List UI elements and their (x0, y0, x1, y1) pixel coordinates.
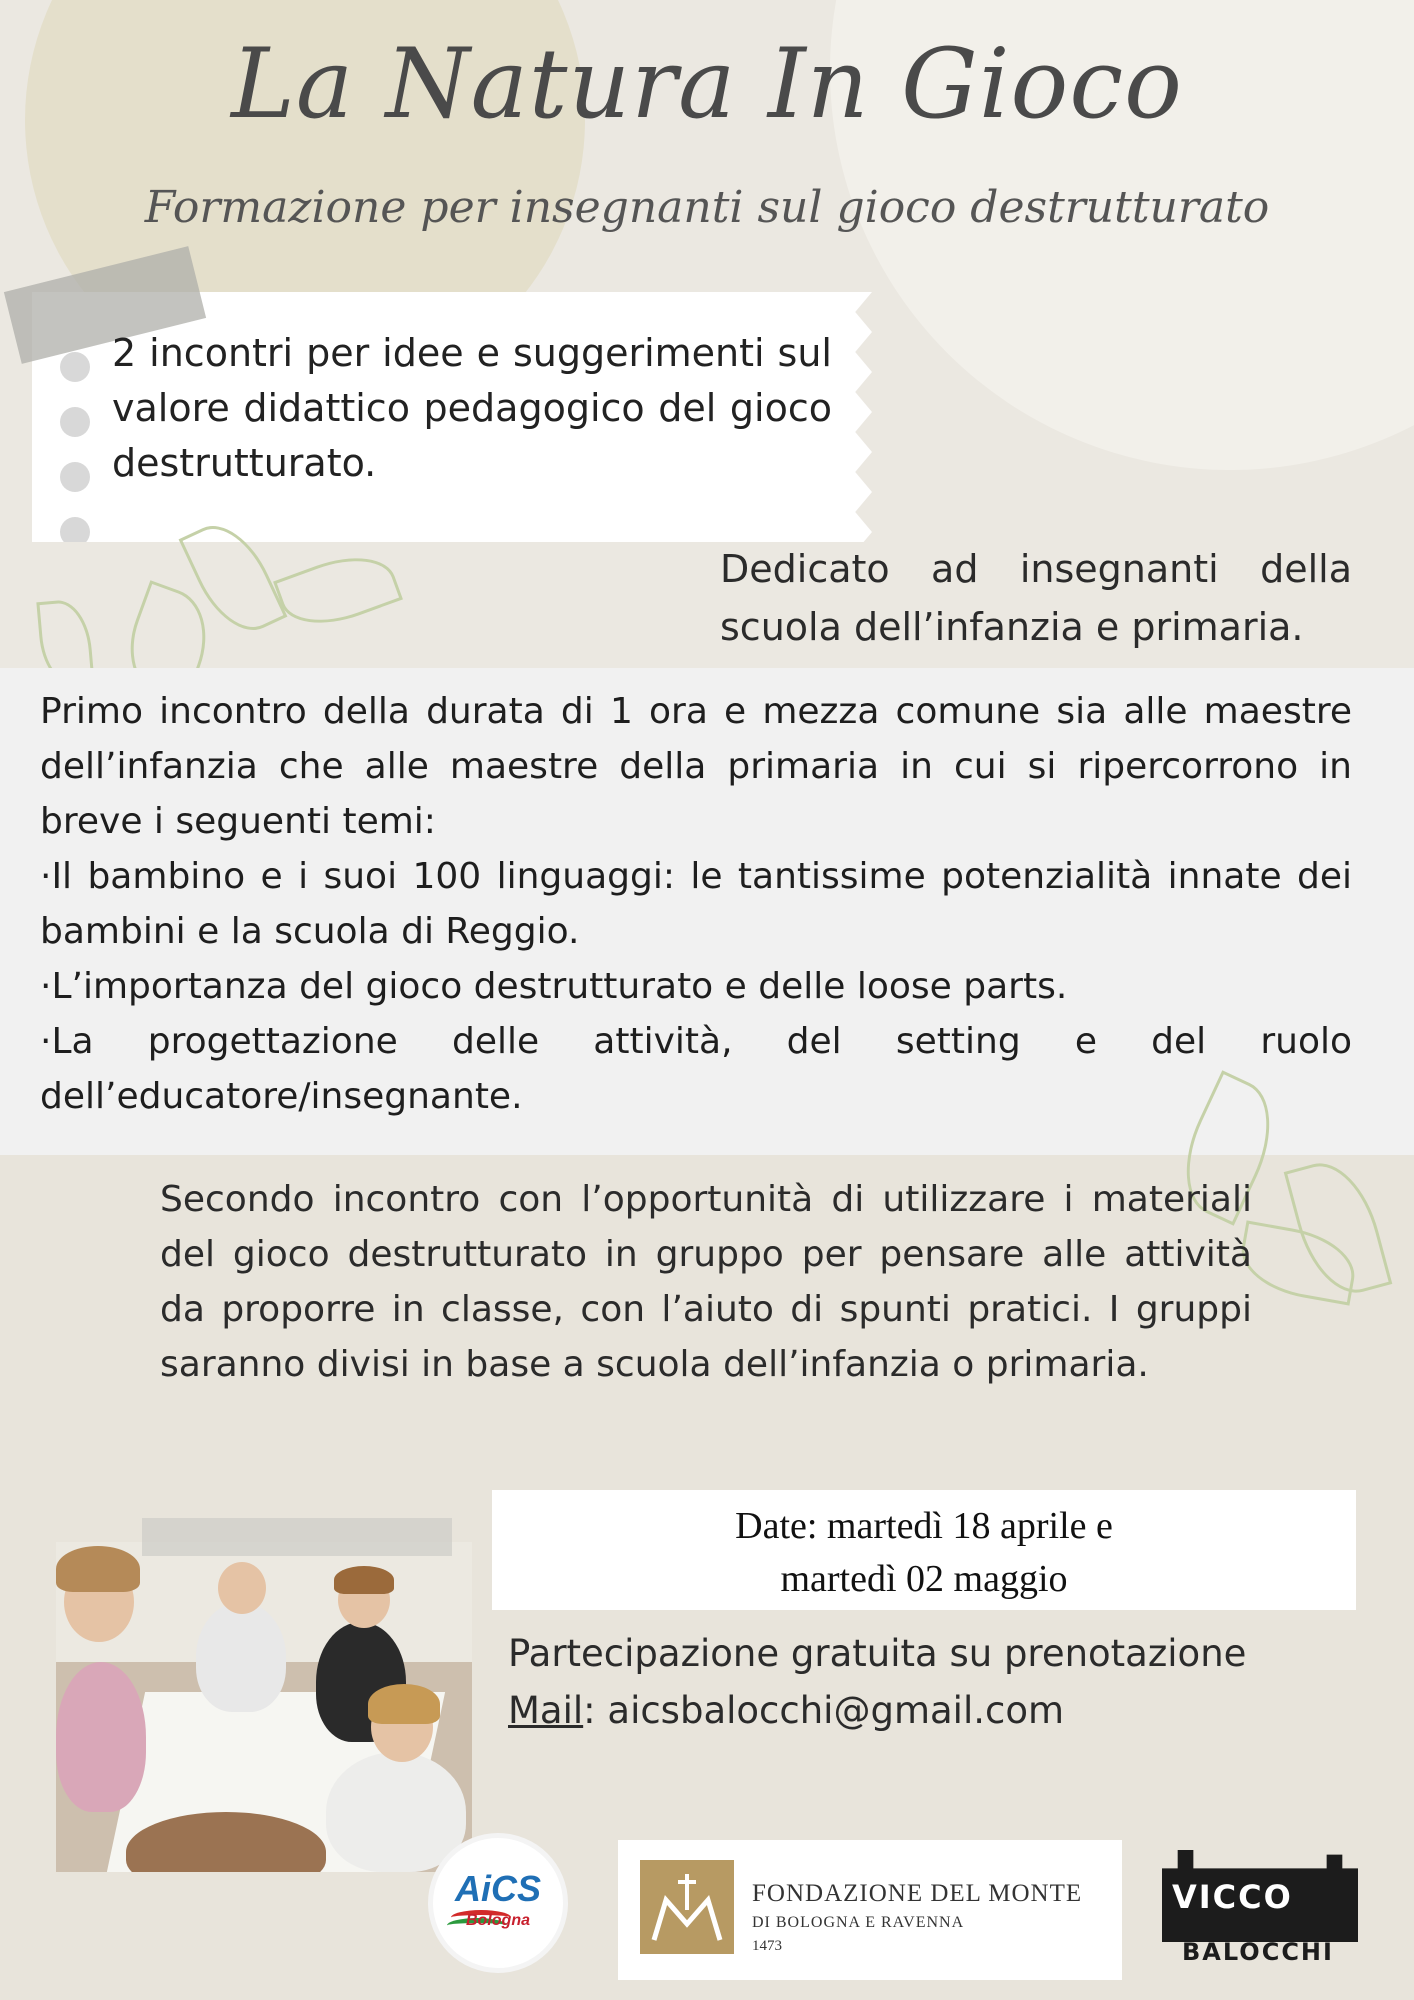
mail-separator: : (583, 1689, 608, 1732)
photo-hair (56, 1546, 140, 1592)
vicco-logo-line1: VICCO (1172, 1878, 1293, 1916)
mail-address[interactable]: aicsbalocchi@gmail.com (607, 1689, 1065, 1732)
first-meeting-intro: Primo incontro della durata di 1 ora e mezza comune sia alle maestre dell’infanzia che alle maestre della primaria in cui si ripercorrono in breve i seguenti temi: (40, 691, 1352, 842)
fondazione-logo (618, 1840, 1122, 1980)
date-line: Date: martedì 18 aprile e (735, 1505, 1113, 1547)
mail-line (508, 1682, 1246, 1739)
participation-text: Partecipazione gratuita su prenotazione (508, 1632, 1247, 1675)
first-meeting-text (40, 684, 1352, 1124)
mail-label: Mail (508, 1689, 584, 1732)
tape-strip (142, 1518, 452, 1556)
aics-logo-city: Bologna (466, 1912, 530, 1929)
contact-info (508, 1625, 1246, 1739)
fondazione-name: FONDAZIONE DEL MONTE (752, 1880, 1083, 1907)
topic-item: ·L’importanza del gioco destrutturato e delle loose parts. (40, 966, 1068, 1007)
page-title: La Natura In Gioco (231, 28, 1183, 140)
fondazione-year: 1473 (752, 1938, 782, 1954)
note-text: 2 incontri per idee e suggerimenti sul valore didattico pedagogico del gioco destrutturato. (112, 331, 832, 485)
ring-hole (60, 407, 90, 437)
photo-head (218, 1562, 266, 1614)
ring-hole (60, 462, 90, 492)
ring-hole (60, 352, 90, 382)
aics-logo-name: AiCS (454, 1868, 541, 1909)
date-line: martedì 02 maggio (780, 1558, 1068, 1600)
leaf-icon (273, 542, 403, 639)
topic-item: ·La progettazione delle attività, del setting e del ruolo dell’educatore/insegnante. (40, 1021, 1352, 1117)
photo-hair (334, 1566, 394, 1594)
aics-logo (433, 1838, 563, 1968)
ring-hole (60, 517, 90, 547)
photo-child (326, 1752, 466, 1872)
vicco-balocchi-logo (1162, 1830, 1362, 1970)
children-photo (56, 1542, 472, 1872)
date-text (492, 1500, 1356, 1606)
photo-child (196, 1602, 286, 1712)
vicco-logo-line2: BALOCCHI (1182, 1938, 1334, 1966)
audience-text: Dedicato ad insegnanti della scuola dell’infanzia e primaria. (720, 547, 1352, 649)
fondazione-emblem-icon (640, 1860, 734, 1954)
second-meeting-text: Secondo incontro con l’opportunità di utilizzare i materiali del gioco destrutturato in gruppo per pensare alle attività da proporre in classe, con l’aiuto di spunti pratici. I gruppi saranno divisi in base a scuola dell’infanzia o primaria. (160, 1179, 1252, 1385)
photo-child (56, 1662, 146, 1812)
photo-hair (368, 1684, 440, 1724)
fondazione-subtitle: DI BOLOGNA E RAVENNA (752, 1914, 965, 1931)
topic-item: ·Il bambino e i suoi 100 linguaggi: le tantissime potenzialità innate dei bambini e la scuola di Reggio. (40, 856, 1352, 952)
page-subtitle: Formazione per insegnanti sul gioco destrutturato (144, 182, 1270, 233)
